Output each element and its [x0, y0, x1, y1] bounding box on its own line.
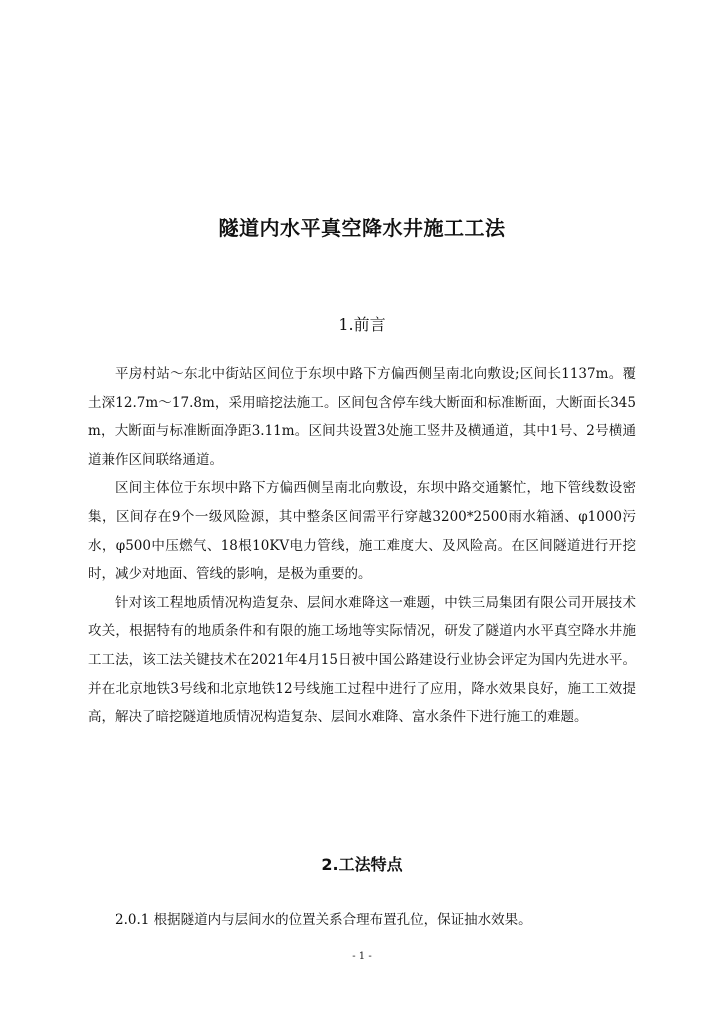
document-title: 隧道内水平真空降水井施工工法: [218, 216, 506, 240]
section-heading-preface: 1.前言: [338, 315, 386, 334]
paragraph: 区间主体位于东坝中路下方偏西侧呈南北向敷设，东坝中路交通繁忙，地下管线数设密集，区间存在9个一级风险源，其中整条区间需平行穿越3200*2500雨水箱涵、φ1000污水，φ500中压燃气、18根10KV电力管线，施工难度大、及风险高。在区间隧道进行开挖时，减少对地面、管线的影响，是极为重要的。: [88, 480, 636, 583]
paragraph: 针对该工程地质情况构造复杂、层间水难降这一难题，中铁三局集团有限公司开展技术攻关，根据特有的地质条件和有限的施工场地等实际情况，研发了隧道内水平真空降水井施工工法，该工法关键技术在2021年4月15日被中国公路建设行业协会评定为国内先进水平。并在北京地铁3号线和北京地铁12号线施工过程中进行了应用，降水效果良好，施工工效提高，解决了暗挖隧道地质情况构造复杂、层间水难降、富水条件下进行施工的难题。: [88, 594, 636, 726]
feature-item: 2.0.1 根据隧道内与层间水的位置关系合理布置孔位，保证抽水效果。: [115, 912, 532, 928]
page-number: - 1 -: [352, 951, 372, 962]
section-heading-features: 2.工法特点: [321, 855, 403, 874]
paragraph: 平房村站～东北中街站区间位于东坝中路下方偏西侧呈南北向敷设;区间长1137m。覆土深12.7m～17.8m，采用暗挖法施工。区间包含停车线大断面和标准断面，大断面长345m，大断面与标准断面净距3.11m。区间共设置3处施工竖井及横通道，其中1号、2号横通道兼作区间联络通道。: [88, 366, 636, 468]
preface-body: [88, 360, 636, 732]
